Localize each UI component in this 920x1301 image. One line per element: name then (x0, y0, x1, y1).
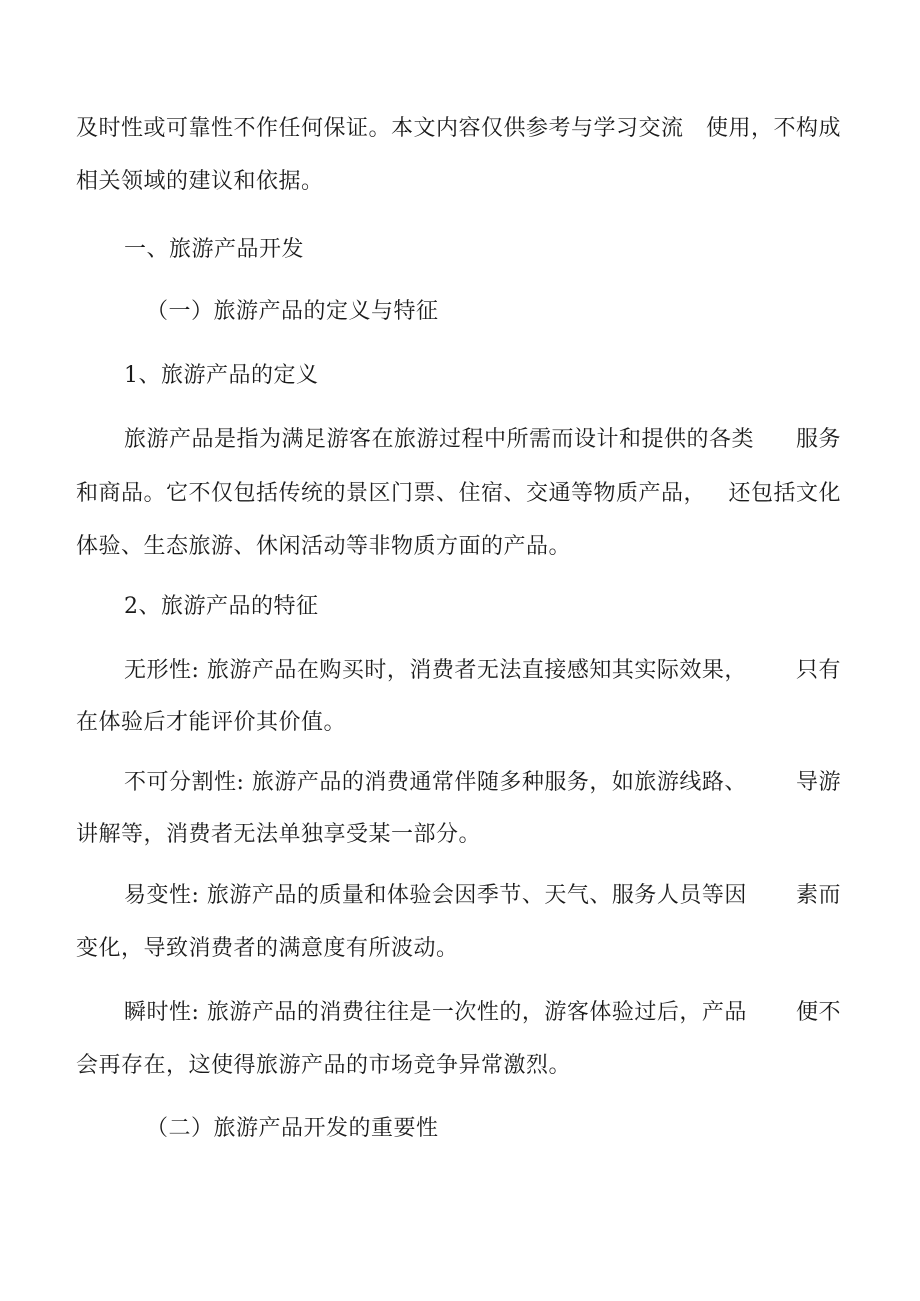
inseparability-line-1-text-b: 导游 (795, 770, 841, 795)
intangibility-line-1 (124, 656, 841, 686)
intangibility-line-1-text-a: 无形性: 旅游产品在购买时，消费者无法直接感知其实际效果， (124, 658, 747, 683)
section-1-heading: 一、旅游产品开发 (124, 237, 305, 262)
variability-line-1-text-b: 素而 (795, 883, 841, 908)
definition-line-2-text-b: 还包括文化 (728, 481, 841, 506)
inseparability-line-1 (124, 768, 841, 798)
definition-paragraph-line-1 (124, 425, 841, 455)
intro-line-1 (76, 114, 841, 144)
perishability-line-1-text-a: 瞬时性: 旅游产品的消费往往是一次性的，游客体验过后，产品 (124, 1000, 747, 1025)
perishability-line-1 (124, 998, 841, 1028)
definition-line-1-text-a: 旅游产品是指为满足游客在旅游过程中所需而设计和提供的各类 (124, 427, 755, 452)
subsection-1-heading: （一）旅游产品的定义与特征 (146, 299, 439, 324)
subsection-2-heading: （二）旅游产品开发的重要性 (146, 1116, 439, 1141)
inseparability-line-1-text-a: 不可分割性: 旅游产品的消费通常伴随多种服务，如旅游线路、 (124, 770, 747, 795)
variability-line-1 (124, 881, 841, 911)
definition-line-1-text-b: 服务 (795, 427, 841, 452)
intangibility-line-2: 在体验后才能评价其价值。 (76, 710, 347, 735)
item-2-heading: 2、旅游产品的特征 (124, 594, 319, 619)
definition-paragraph-line-2 (76, 479, 841, 509)
perishability-line-1-text-b: 便不 (795, 1000, 841, 1025)
intangibility-line-1-text-b: 只有 (795, 658, 841, 683)
intro-line-2: 相关领域的建议和依据。 (76, 169, 324, 194)
definition-paragraph-line-3: 体验、生态旅游、休闲活动等非物质方面的产品。 (76, 534, 572, 559)
intro-line-1-text-a: 及时性或可靠性不作任何保证。本文内容仅供参考与学习交流 (76, 116, 684, 141)
inseparability-line-2: 讲解等，消费者无法单独享受某一部分。 (76, 822, 482, 847)
perishability-line-2: 会再存在，这使得旅游产品的市场竞争异常激烈。 (76, 1053, 572, 1078)
intro-line-1-text-b: 使用，不构成 (705, 116, 841, 141)
item-1-heading: 1、旅游产品的定义 (124, 363, 319, 388)
definition-line-2-text-a: 和商品。它不仅包括传统的景区门票、住宿、交通等物质产品， (76, 481, 707, 506)
variability-line-2: 变化，导致消费者的满意度有所波动。 (76, 936, 459, 961)
variability-line-1-text-a: 易变性: 旅游产品的质量和体验会因季节、天气、服务人员等因 (124, 883, 747, 908)
